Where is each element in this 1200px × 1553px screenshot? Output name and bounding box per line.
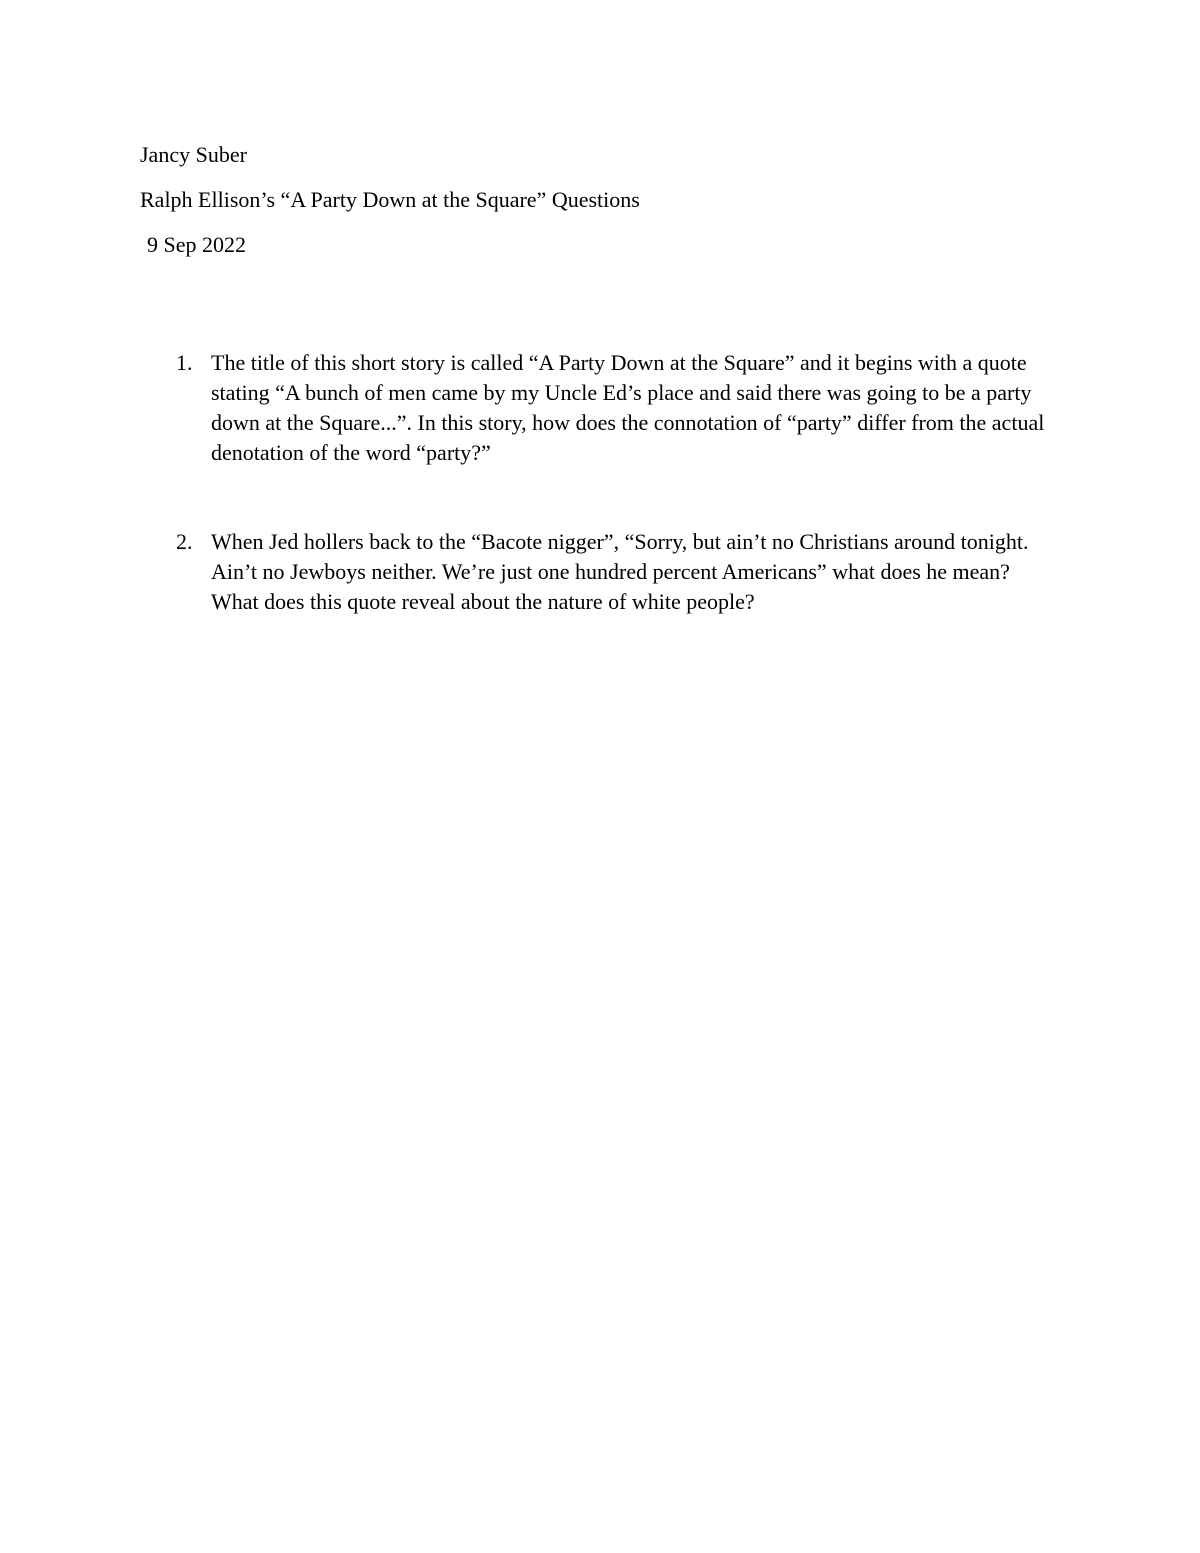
question-text: The title of this short story is called “A Party Down at the Square” and it begins with a quote stating “A bunch of men came by my Uncle Ed’s place and said there was going to be a party down at the Square...”. In this story, how does the connotation of “party” differ from the actual denotation of the word “party?” — [211, 350, 1045, 465]
question-number: 1. — [176, 350, 193, 375]
question-text: When Jed hollers back to the “Bacote nigger”, “Sorry, but ain’t no Christians around tonight. Ain’t no Jewboys neither. We’re just one hundred percent Americans” what does he mean? What does this quote reveal about the nature of white people? — [211, 529, 1029, 614]
author-name: Jancy Suber — [140, 142, 247, 167]
document-date: 9 Sep 2022 — [147, 232, 246, 257]
question-item — [140, 527, 1060, 621]
assignment-title: Ralph Ellison’s “A Party Down at the Square” Questions — [140, 187, 640, 212]
question-item — [140, 348, 1060, 472]
question-number: 2. — [176, 529, 193, 554]
